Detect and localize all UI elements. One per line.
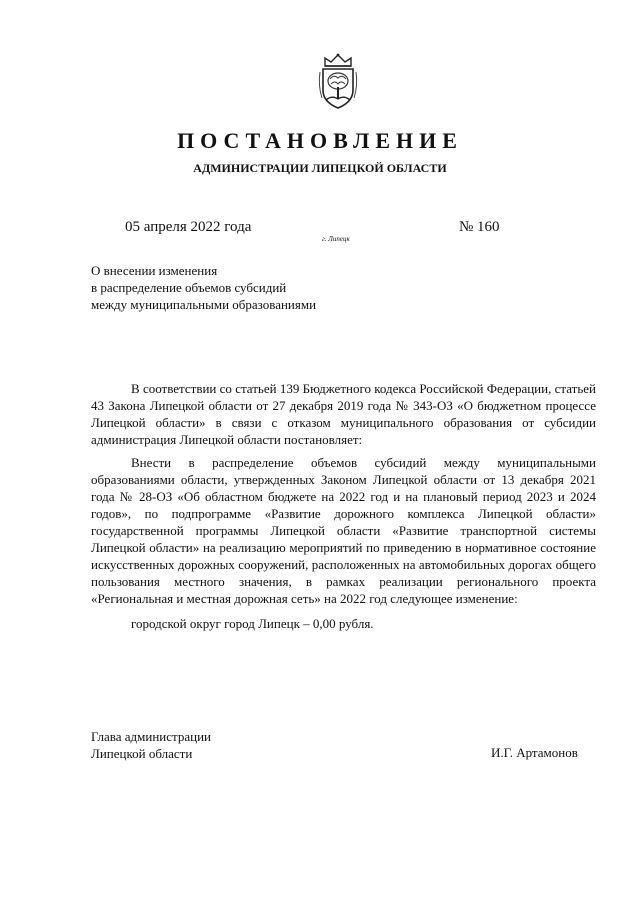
document-subject: [91, 262, 316, 313]
document-date: 05 апреля 2022 года: [125, 219, 252, 235]
body-paragraph: В соответствии со статьей 139 Бюджетного кодекса Российской Федерации, статьей 43 Закона Липецкой области от 27 декабря 2019 года № 343-ОЗ «О бюджетном процессе Липецкой области» в связи с отказом муниципального образования от субсидии администрация Липецкой области постановляет:: [91, 381, 596, 447]
signatory-position-line: Глава администрации: [91, 729, 212, 744]
signatory-position-line: Липецкой области: [91, 746, 193, 761]
document-city: г. Липецк: [322, 235, 350, 243]
document-body: [91, 380, 596, 632]
coat-of-arms-icon: [317, 52, 359, 110]
body-paragraph: Внести в распределение объемов субсидий между муниципальными образованиями области, утвержденных Законом Липецкой области от 13 декабря 2021 года № 28-ОЗ «Об областном бюджете на 2022 год и на плановый период 2023 и 2024 годов», по подпрограмме «Развитие дорожного комплекса Липецкой области» государственной программы Липецкой области «Развитие транспортной системы Липецкой области» на реализацию мероприятий по приведению в нормативное состояние искусственных дорожных сооружений, расположенных на автомобильных дорогах общего пользования местного значения, в рамках реализации регионального проекта «Региональная и местная дорожная сеть» на 2022 год следующее изменение:: [91, 455, 596, 606]
signatory-name: И.Г. Артамонов: [491, 745, 578, 760]
document-title: ПОСТАНОВЛЕНИЕ: [177, 128, 463, 153]
subject-line: в распределение объемов субсидий: [91, 280, 287, 295]
body-paragraph: городской округ город Липецк – 0,00 рубля.: [131, 616, 374, 631]
subject-line: О внесении изменения: [91, 263, 218, 278]
issuing-authority: АДМИНИСТРАЦИИ ЛИПЕЦКОЙ ОБЛАСТИ: [193, 161, 447, 175]
signatory-position: [91, 728, 211, 762]
document-number: № 160: [459, 219, 500, 235]
subject-line: между муниципальными образованиями: [91, 297, 317, 312]
